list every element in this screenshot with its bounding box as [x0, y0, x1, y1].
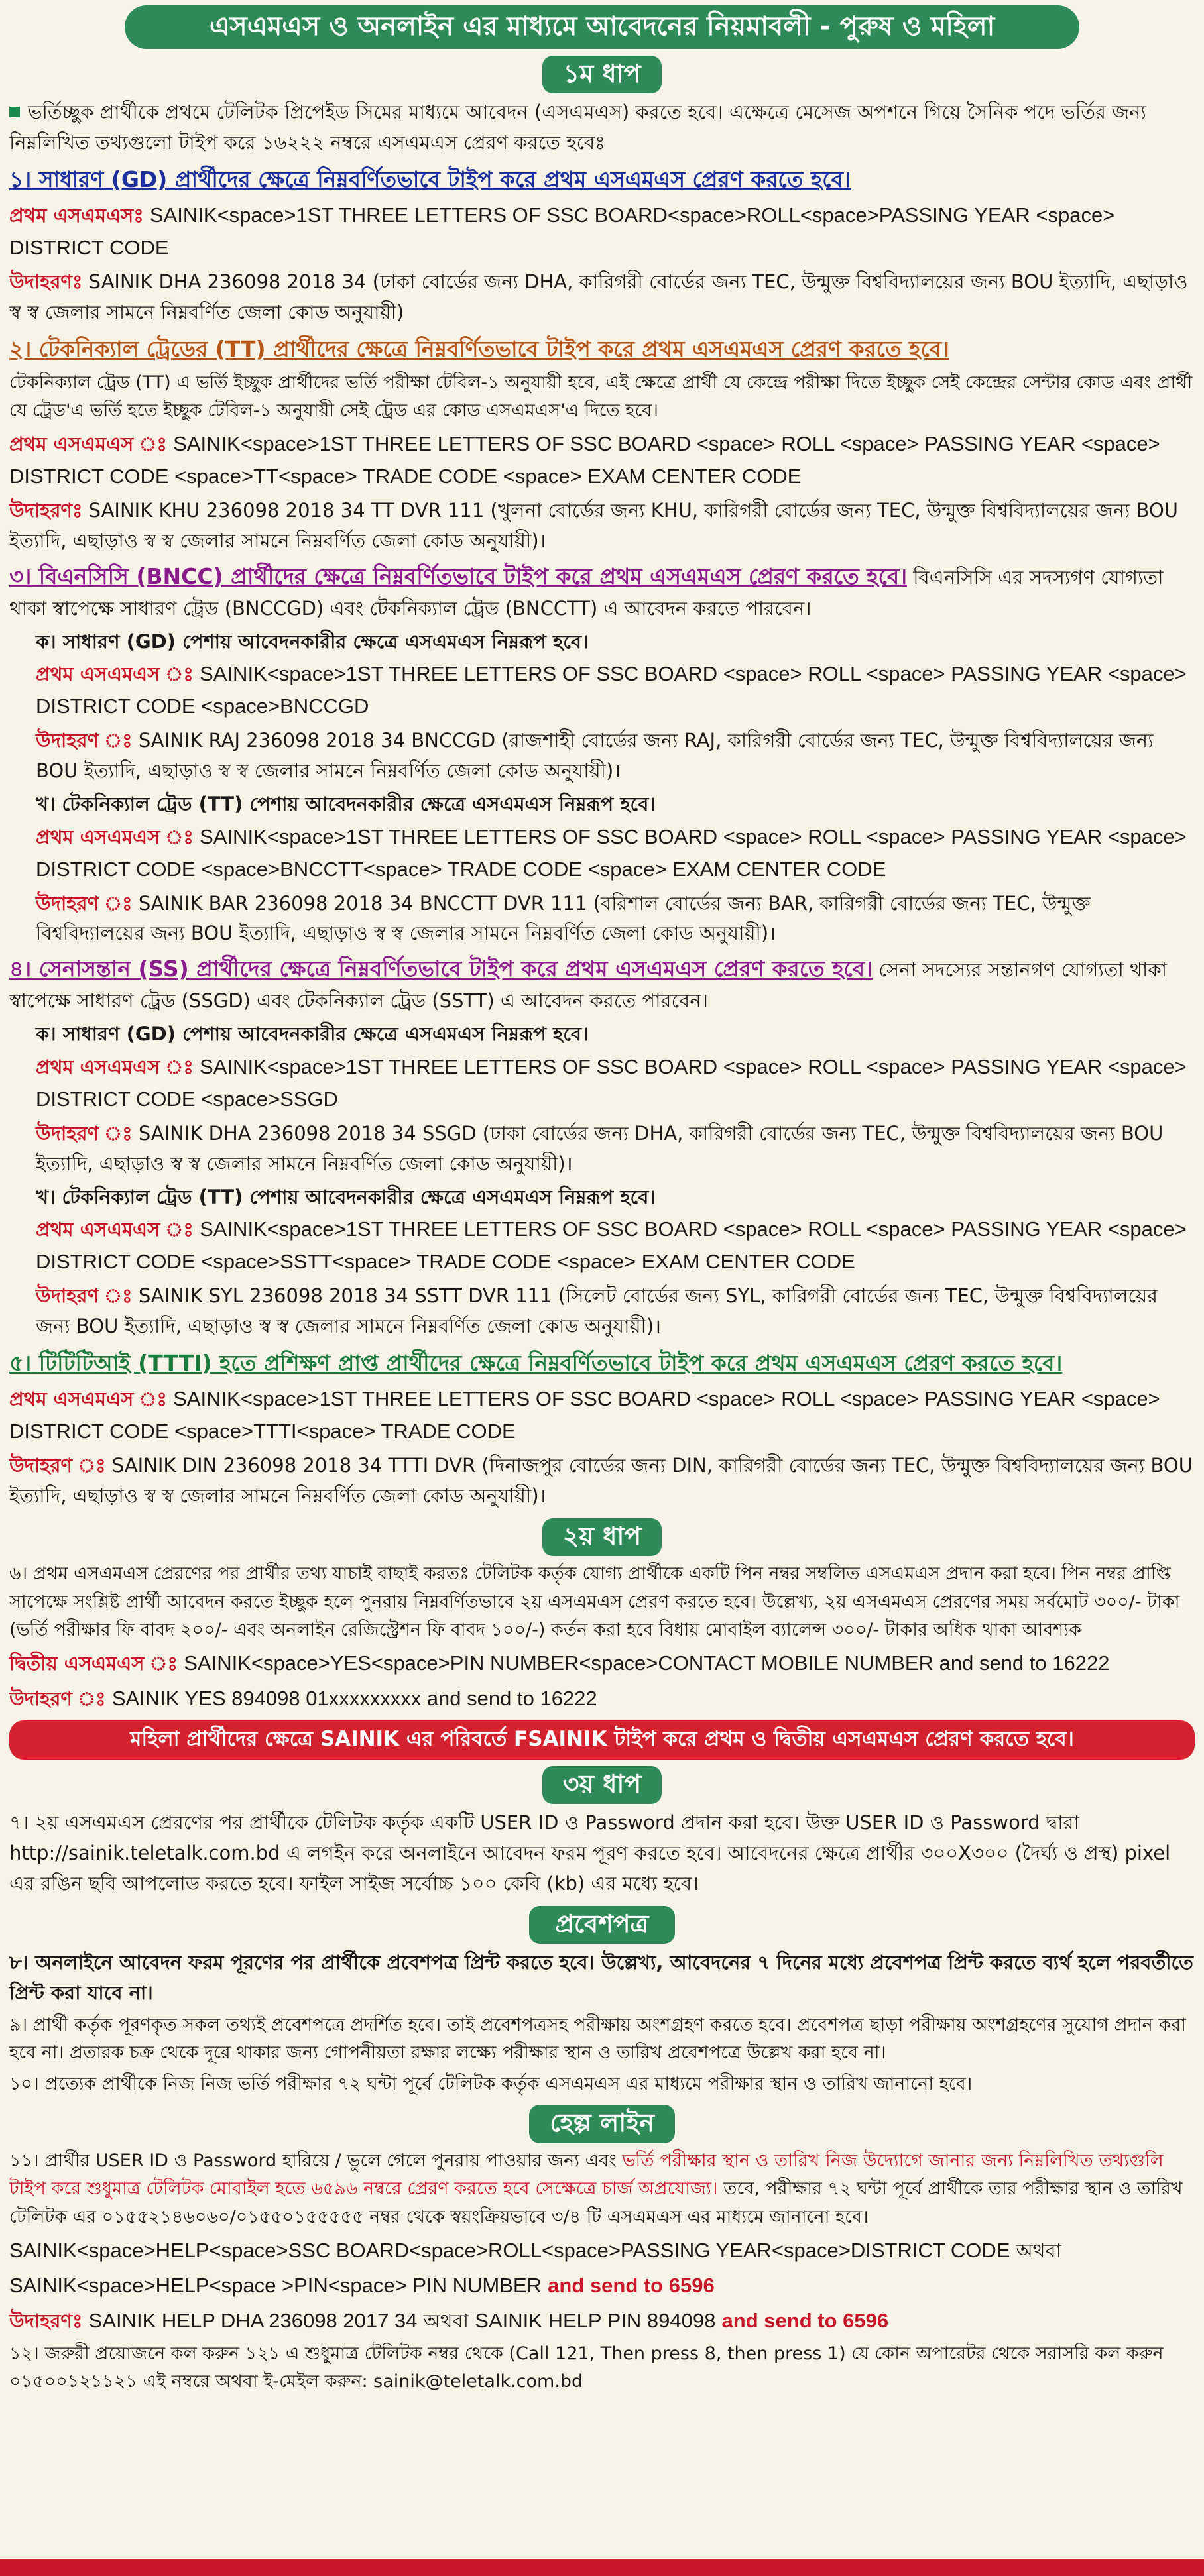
section4-a-heading: ক। সাধারণ (GD) পেশায় আবেদনকারীর ক্ষেত্রে এসএমএস নিম্নরূপ হবে।: [36, 1023, 589, 1046]
admit-card-pill: প্রবেশপত্র: [529, 1906, 675, 1944]
example-text: SAINIK SYL 236098 2018 34 SSTT DVR 111 (সিলেট বোর্ডের জন্য SYL, কারিগরী বোর্ডের জন্য TEC, উন্মুক্ত বিশ্ববিদ্যালয়ের জন্য BOU ইত্যাদি, এছাড়াও স্ব স্ব জেলার সামনে নিম্নবর্ণিত জেলা কোড অনুযায়ী)।: [36, 1284, 1158, 1338]
second-sms-row: [9, 1648, 1195, 1680]
step1-intro-text: ভর্তিচ্ছুক প্রার্থীকে প্রথমে টেলিটক প্রিপেইড সিমের মাধ্যমে আবেদন (এসএমএস) করতে হবে। এক্ষেত্রে মেসেজ অপশনে গিয়ে সৈনিক পদে ভর্তির জন্য নিম্নলিখিত তথ্যগুলো টাইপ করে ১৬২২২ নম্বরে এসএমএস প্রেরণ করতে হবেঃ: [9, 101, 1146, 154]
first-sms-label: প্রথম এসএমএস ঃ: [36, 1056, 194, 1079]
help-command-text: SAINIK<space>HELP<space>SSC BOARD<space>ROLL<space>PASSING YEAR<space>DISTRICT CODE: [9, 2238, 1010, 2262]
section4-b-heading: খ। টেকনিক্যাল ট্রেড (TT) পেশায় আবেদনকারীর ক্ষেত্রে এসএমএস নিম্নরূপ হবে।: [36, 1185, 656, 1208]
example-label: উদাহরণ ঃ: [36, 891, 133, 915]
p11-text-red: ভর্তি পরীক্ষার স্থান ও তারিখ নিজ উদ্যোগে জানার জন্য নিম্নলিখিত তথ্যগুলি টাইপ করে শুধুমাত্র টেলিটক মোবাইল হতে ৬৫৯৬ নম্বরে প্রেরণ করতে হবে সেক্ষেত্রে চার্জ অপ্রযোজ্য।: [9, 2150, 1164, 2200]
square-bullet-icon: [9, 107, 20, 117]
example-text: SAINIK DIN 236098 2018 34 TTTI DVR (দিনাজপুর বোর্ডের জন্য DIN, কারিগরী বোর্ডের জন্য TEC, উন্মুক্ত বিশ্ববিদ্যালয়ের জন্য BOU ইত্যাদি, এছাড়াও স্ব স্ব জেলার সামনে নিম্নবর্ণিত জেলা কোড অনুযায়ী)।: [9, 1454, 1193, 1507]
first-sms-label: প্রথম এসএমএস ঃ: [36, 663, 194, 686]
p11-text-a: ১১। প্রার্থীর USER ID ও Password হারিয়ে / ভুলে গেলে পুনরায় পাওয়ার জন্য এবং: [9, 2150, 623, 2171]
first-sms-label: প্রথম এসএমএস ঃ: [36, 1218, 194, 1241]
section2-heading: ২। টেকনিক্যাল ট্রেডের (TT) প্রার্থীদের ক্ষেত্রে নিম্নবর্ণিতভাবে টাইপ করে প্রথম এসএমএস প্রেরণ করতে হবে।: [9, 335, 949, 362]
example-label: উদাহরণ ঃ: [9, 1454, 106, 1477]
first-sms-command: SAINIK<space>1ST THREE LETTERS OF SSC BOARD <space> ROLL <space> PASSING YEAR <space> DISTRICT CODE <space>BNCCGD: [36, 662, 1187, 718]
section1-example: [9, 267, 1195, 328]
section2-example: [9, 496, 1195, 557]
section3-heading-row: [9, 559, 1195, 624]
section4-heading: ৪। সেনাসন্তান (SS) প্রার্থীদের ক্ষেত্রে নিম্নবর্ণিতভাবে টাইপ করে প্রথম এসএমএস প্রেরণ করতে হবে।: [9, 956, 873, 982]
section2-description: টেকনিক্যাল ট্রেড (TT) এ ভর্তি ইচ্ছুক প্রার্থীদের ভর্তি পরীক্ষা টেবিল-১ অনুযায়ী হবে, এই ক্ষেত্রে প্রার্থী যে কেন্দ্রে পরীক্ষা দিতে ইচ্ছুক সেই কেন্দ্রের সেন্টার কোড এবং প্রার্থী যে ট্রেড'এ ভর্তি হতে ইচ্ছুক টেবিল-১ অনুযায়ী সেই ট্রেড এর কোড এসএমএস'এ দিতে হবে।: [9, 372, 1193, 421]
section4-b-first-sms: [36, 1213, 1195, 1278]
section5-first-sms: [9, 1383, 1195, 1448]
example-label: উদাহরণঃ: [9, 2309, 83, 2332]
second-sms-command: SAINIK<space>YES<space>PIN NUMBER<space>CONTACT MOBILE NUMBER and send to 16222: [184, 1651, 1110, 1675]
section5-heading: ৫। টিটিটিআই (TTTI) হতে প্রশিক্ষণ প্রাপ্ত প্রার্থীদের ক্ষেত্রে নিম্নবর্ণিতভাবে টাইপ করে প্রথম এসএমএস প্রেরণ করতে হবে।: [9, 1349, 1063, 1376]
example-text: SAINIK RAJ 236098 2018 34 BNCCGD (রাজশাহী বোর্ডের জন্য RAJ, কারিগরী বোর্ডের জন্য TEC, উন্মুক্ত বিশ্ববিদ্যালয়ের জন্য BOU ইত্যাদি, এছাড়াও স্ব স্ব জেলার সামনে নিম্নবর্ণিত জেলা কোড অনুযায়ী)।: [36, 729, 1154, 783]
section3-b-heading: খ। টেকনিক্যাল ট্রেড (TT) পেশায় আবেদনকারীর ক্ষেত্রে এসএমএস নিম্নরূপ হবে।: [36, 792, 656, 815]
section3-a-first-sms: [36, 658, 1195, 723]
section4-a-example: [36, 1119, 1195, 1180]
first-sms-command: SAINIK<space>1ST THREE LETTERS OF SSC BOARD <space> ROLL <space> PASSING YEAR <space> DISTRICT CODE <space>SSGD: [36, 1055, 1187, 1111]
example-text: SAINIK HELP DHA 236098 2017 34: [88, 2308, 418, 2332]
section3-a-example: [36, 726, 1195, 787]
p11-text-b: তবে, পরীক্ষার ৭২ ঘন্টা পূর্বে প্রার্থীকে তার পরীক্ষার স্থান ও তারিখ টেলিটক এর ০১৫৫২১৪৬০৬০/০১৫৫০১৫৫৫৫৫ নম্বর থেকে স্বয়ংক্রিয়ভাবে ৩/৪ টি এসএমএস এর মাধ্যমে জানানো হবে।: [9, 2178, 1183, 2228]
example-label: উদাহরণ ঃ: [36, 1121, 133, 1145]
section4-b-example: [36, 1281, 1195, 1342]
section3-heading: ৩। বিএনসিসি (BNCC) প্রার্থীদের ক্ষেত্রে নিম্নবর্ণিতভাবে টাইপ করে প্রথম এসএমএস প্রেরণ করতে হবে।: [9, 563, 907, 589]
paragraph-6: ৬। প্রথম এসএমএস প্রেরণের পর প্রার্থীর তথ্য যাচাই বাছাই করতঃ টেলিটক কর্তৃক যোগ্য প্রার্থীকে একটি পিন নম্বর সম্বলিত এসএমএস প্রদান করা হবে। পিন নম্বর প্রাপ্তি সাপেক্ষে সংশ্লিষ্ট প্রার্থী আবেদন করতে ইচ্ছুক হলে পুনরায় নিম্নবর্ণিতভাবে ২য় এসএমএস প্রেরণ করতে হবে। উল্লেখ্য, ২য় এসএমএস প্রেরণের সময় সর্বমোট ৩০০/- টাকা (ভর্তি পরীক্ষার ফি বাবদ ২০০/- এবং অনলাইন রেজিস্ট্রেশন ফি বাবদ ১০০/-) কর্তন করা হবে বিধায় মোবাইল ব্যালেন্স ৩০০/- টাকার অধিক থাকা আবশ্যক: [9, 1563, 1180, 1641]
paragraph-8: ৮। অনলাইনে আবেদন ফরম পূরণের পর প্রার্থীকে প্রবেশপত্র প্রিন্ট করতে হবে। উল্লেখ্য, আবেদনের ৭ দিনের মধ্যে প্রবেশপত্র প্রিন্ট করতে ব্যর্থ হলে পরবর্তীতে প্রিন্ট করা যাবে না।: [9, 1950, 1193, 2004]
help-example: [9, 2305, 1195, 2337]
section3-note: বিএনসিসি এর সদস্যগণ যোগ্যতা থাকা স্বাপেক্ষে সাধারণ ট্রেড (BNCCGD) এবং টেকনিক্যাল ট্রেড (BNCCTT) এ আবেদন করতে পারবেন।: [9, 565, 1164, 620]
first-sms-command: SAINIK<space>1ST THREE LETTERS OF SSC BOARD <space> ROLL <space> PASSING YEAR <space> DISTRICT CODE <space>TTTI<space> TRADE CODE: [9, 1387, 1160, 1443]
step1-pill: ১ম ধাপ: [542, 56, 662, 93]
section1-heading: ১। সাধারণ (GD) প্রার্থীদের ক্ষেত্রে নিম্নবর্ণিতভাবে টাইপ করে প্রথম এসএমএস প্রেরণ করতে হবে।: [9, 166, 851, 192]
example-label: উদাহরণঃ: [9, 498, 83, 522]
section3-b-example: [36, 889, 1195, 950]
paragraph-7: ৭। ২য় এসএমএস প্রেরণের পর প্রার্থীকে টেলিটক কর্তৃক একটি USER ID ও Password প্রদান করা হবে। উক্ত USER ID ও Password দ্বারা http://sainik.teletalk.com.bd এ লগইন করে অনলাইনে আবেদন ফরম পূরণ করতে হবে। আবেদনের ক্ষেত্রে প্রার্থীর ৩০০X৩০০ (দৈর্ঘ্য ও প্রস্থ) pixel এর রঙিন ছবি আপলোড করতে হবে। ফাইল সাইজ সর্বোচ্চ ১০০ কেবি (kb) এর মধ্যে হবে।: [9, 1811, 1171, 1895]
section4-heading-row: [9, 952, 1195, 1017]
example-text: SAINIK BAR 236098 2018 34 BNCCTT DVR 111 (বরিশাল বোর্ডের জন্য BAR, কারিগরী বোর্ডের জন্য TEC, উন্মুক্ত বিশ্ববিদ্যালয়ের জন্য BOU ইত্যাদি, এছাড়াও স্ব স্ব জেলার সামনে নিম্নবর্ণিত জেলা কোড অনুযায়ী)।: [36, 891, 1091, 945]
first-sms-command: SAINIK<space>1ST THREE LETTERS OF SSC BOARD <space> ROLL <space> PASSING YEAR <space> DISTRICT CODE <space>TT<space> TRADE CODE <space> EXAM CENTER CODE: [9, 432, 1160, 488]
first-sms-command: SAINIK<space>1ST THREE LETTERS OF SSC BOARD <space> ROLL <space> PASSING YEAR <space> DISTRICT CODE <space>BNCCTT<space> TRADE CODE <space> EXAM CENTER CODE: [36, 824, 1187, 881]
section1-first-sms: [9, 199, 1195, 264]
paragraph-9: ৯। প্রার্থী কর্তৃক পূরণকৃত সকল তথ্যই প্রবেশপত্রে প্রদর্শিত হবে। তাই প্রবেশপত্রসহ পরীক্ষায় অংশগ্রহণ করতে হবে। প্রবেশপত্র ছাড়া পরীক্ষায় অংশগ্রহণের সুযোগ প্রদান করা হবে না। প্রতারক চক্র থেকে দূরে থাকার জন্য গোপনীয়তা রক্ষার লক্ষ্যে পরীক্ষার স্থান ও তারিখ প্রবেশপত্রে উল্লেখ করা হবে না।: [9, 2014, 1186, 2064]
step2-pill: ২য় ধাপ: [542, 1518, 662, 1556]
section3-a-heading: ক। সাধারণ (GD) পেশায় আবেদনকারীর ক্ষেত্রে এসএমএস নিম্নরূপ হবে।: [36, 630, 589, 653]
paragraph-11: [9, 2147, 1195, 2232]
example-text: SAINIK YES 894098 01xxxxxxxxx and send to 16222: [111, 1686, 597, 1710]
female-applicant-banner: মহিলা প্রার্থীদের ক্ষেত্রে SAINIK এর পরিবর্তে FSAINIK টাইপ করে প্রথম ও দ্বিতীয় এসএমএস প্রেরণ করতে হবে।: [9, 1720, 1195, 1760]
section5-example: [9, 1451, 1195, 1512]
bottom-red-band: [0, 2559, 1204, 2576]
step1-intro: [9, 97, 1195, 158]
section3-b-first-sms: [36, 821, 1195, 886]
helpline-pill: হেল্প লাইন: [529, 2105, 675, 2143]
first-sms-label: প্রথম এসএমএস ঃ: [36, 825, 194, 848]
first-sms-label: প্রথম এসএমএসঃ: [9, 204, 144, 227]
second-sms-example: [9, 1683, 1195, 1715]
section4-note: সেনা সদস্যের সন্তানগণ যোগ্যতা থাকা স্বাপেক্ষে সাধারণ ট্রেড (SSGD) এবং টেকনিক্যাল ট্রেড (SSTT) এ আবেদন করতে পারবেন।: [9, 958, 1168, 1013]
section2-first-sms: [9, 428, 1195, 493]
example-text-2: SAINIK HELP PIN 894098: [475, 2308, 716, 2332]
help-command-text: SAINIK<space>HELP<space >PIN<space> PIN NUMBER: [9, 2273, 542, 2297]
example-text: SAINIK KHU 236098 2018 34 TT DVR 111 (খুলনা বোর্ডের জন্য KHU, কারিগরী বোর্ডের জন্য TEC, উন্মুক্ত বিশ্ববিদ্যালয়ের জন্য BOU ইত্যাদি, এছাড়াও স্ব স্ব জেলার সামনে নিম্নবর্ণিত জেলা কোড অনুযায়ী)।: [9, 498, 1179, 552]
or-text: অথবা: [1016, 2239, 1062, 2262]
example-text: SAINIK DHA 236098 2018 34 SSGD (ঢাকা বোর্ডের জন্য DHA, কারিগরী বোর্ডের জন্য TEC, উন্মুক্ত বিশ্ববিদ্যালয়ের জন্য BOU ইত্যাদি, এছাড়াও স্ব স্ব জেলার সামনে নিম্নবর্ণিত জেলা কোড অনুযায়ী)।: [36, 1121, 1164, 1175]
paragraph-10: ১০। প্রত্যেক প্রার্থীকে নিজ নিজ ভর্তি পরীক্ষার ৭২ ঘন্টা পূর্বে টেলিটক কর্তৃক এসএমএস এর মাধ্যমে পরীক্ষার স্থান ও তারিখ জানানো হবে।: [9, 2073, 973, 2094]
send-to-text: and send to 6596: [721, 2308, 889, 2332]
example-label: উদাহরণ ঃ: [36, 729, 133, 752]
help-command-1: [9, 2235, 1195, 2267]
example-label: উদাহরণঃ: [9, 270, 83, 293]
send-to-text: and send to 6596: [548, 2273, 715, 2297]
section4-a-first-sms: [36, 1051, 1195, 1116]
or-text: অথবা: [423, 2309, 469, 2332]
first-sms-command: SAINIK<space>1ST THREE LETTERS OF SSC BOARD <space> ROLL <space> PASSING YEAR <space> DISTRICT CODE <space>SSTT<space> TRADE CODE <space> EXAM CENTER CODE: [36, 1217, 1187, 1274]
page-title: এসএমএস ও অনলাইন এর মাধ্যমে আবেদনের নিয়মাবলী - পুরুষ ও মহিলা: [125, 5, 1079, 49]
example-label: উদাহরণ ঃ: [36, 1284, 133, 1308]
first-sms-label: প্রথম এসএমএস ঃ: [9, 433, 167, 456]
example-label: উদাহরণ ঃ: [9, 1687, 106, 1710]
second-sms-label: দ্বিতীয় এসএমএস ঃ: [9, 1652, 178, 1675]
step3-pill: ৩য় ধাপ: [542, 1766, 662, 1804]
first-sms-label: প্রথম এসএমএস ঃ: [9, 1388, 167, 1411]
help-command-2: [9, 2270, 1195, 2302]
example-text: SAINIK DHA 236098 2018 34 (ঢাকা বোর্ডের জন্য DHA, কারিগরী বোর্ডের জন্য TEC, উন্মুক্ত বিশ্ববিদ্যালয়ের জন্য BOU ইত্যাদি, এছাড়াও স্ব স্ব জেলার সামনে নিম্নবর্ণিত জেলা কোড অনুযায়ী): [9, 270, 1188, 323]
first-sms-command: SAINIK<space>1ST THREE LETTERS OF SSC BOARD<space>ROLL<space>PASSING YEAR <space> DISTRICT CODE: [9, 203, 1115, 260]
paragraph-12: ১২। জরুরী প্রয়োজনে কল করুন ১২১ এ শুধুমাত্র টেলিটক নম্বর থেকে (Call 121, Then press 8, then press 1) যে কোন অপারেটর থেকে সরাসরি কল করুন ০১৫০০১২১১২১ এই নম্বরে অথবা ই-মেইল করুন: sainik@teletalk.com.bd: [9, 2343, 1164, 2392]
